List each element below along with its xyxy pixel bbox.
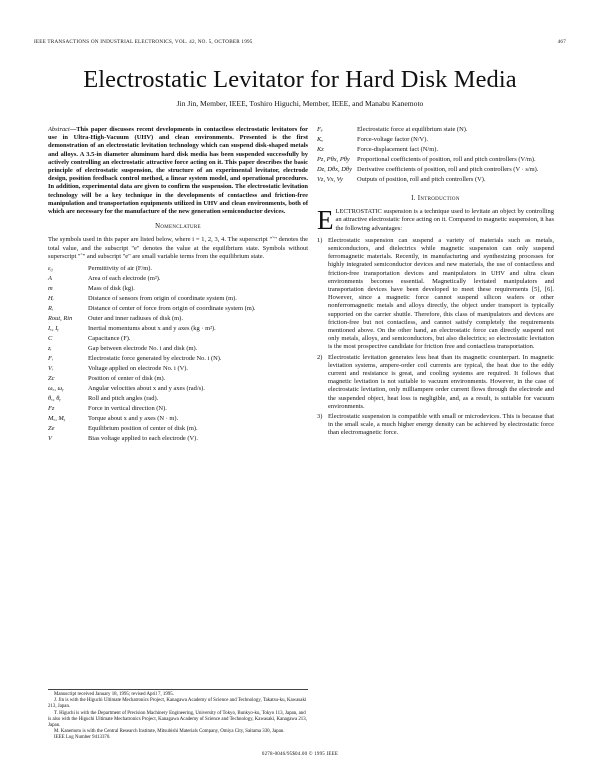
running-head	[34, 39, 566, 45]
nomenclature-definition: Inertial momentums about x and y axes (kg · m²).	[88, 324, 216, 332]
right-column	[317, 126, 554, 440]
nomenclature-symbol: A	[48, 275, 52, 283]
nomenclature-definition: Force in vertical direction (N).	[88, 404, 167, 412]
nomenclature-definition: Proportional coefficients of position, roll and pitch controllers (V/m).	[357, 155, 536, 163]
list-item-text: Electrostatic levitation generates less heat than its magnetic counterpart. In magnetic levitation systems, ampere-order coil currents are typical, the heat due to the eddy current and resistance is great, and cooling systems are required. It follows that magnetic levitation is not suitable to vacuum environments. However, in the case of electrostatic levitation, only milliampere order current flows through the electrode and the suspended object, heat loss is negligible, and, as a result, is suitable for vacuum environments.	[328, 353, 554, 410]
copyright-line: 0278-0046/95$04.00 © 1995 IEEE	[261, 752, 339, 757]
nomenclature-definition: Voltage applied on electrode No. i (V).	[88, 364, 188, 372]
nomenclature-row	[48, 435, 308, 445]
nomenclature-row	[48, 415, 308, 425]
nomenclature-definition: Capacitance (F).	[88, 334, 131, 342]
list-item	[317, 237, 554, 352]
nomenclature-symbol: Dz, Dθx, Dθy	[317, 165, 352, 173]
nomenclature-definition: Position of center of disk (m).	[88, 374, 166, 382]
nomenclature-symbol: Ze	[48, 424, 55, 432]
nomenclature-symbol: Kz	[317, 145, 324, 153]
nomenclature-definition: Area of each electrode (m²).	[88, 275, 161, 283]
footnote	[48, 689, 308, 742]
nomenclature-definition: Gap between electrode No. i and disk (m).	[88, 344, 198, 352]
nomenclature-definition: Electrostatic force generated by electrode No. i (N).	[88, 354, 222, 362]
nomenclature-row	[317, 166, 554, 176]
nomenclature-symbol: m	[48, 285, 53, 293]
nomenclature-row	[48, 315, 308, 325]
nomenclature-row	[48, 265, 308, 275]
nomenclature-symbol: Pz, Pθx, Pθy	[317, 155, 350, 163]
nomenclature-row	[317, 136, 554, 146]
journal-name: IEEE TRANSACTIONS ON INDUSTRIAL ELECTRONICS, VOL. 42, NO. 5, OCTOBER 1995	[34, 39, 253, 45]
nomenclature-table-right	[317, 126, 554, 186]
nomenclature-row	[48, 385, 308, 395]
nomenclature-definition: Equilibrium position of center of disk (m).	[88, 424, 198, 432]
page-number: 467	[557, 39, 566, 45]
abstract	[48, 126, 308, 216]
nomenclature-row	[317, 156, 554, 166]
nomenclature-symbol: Fᵢ	[48, 354, 53, 362]
nomenclature-symbol: Vz, Vx, Vy	[317, 175, 343, 183]
list-item-number: 1)	[317, 236, 323, 244]
introduction-paragraph	[317, 205, 554, 236]
footnote-line: J. Jin is with the Higuchi Ultimate Mechatronics Project, Kanagawa Academy of Science and Technology, Takatsu-ku, Kawasaki 213, Japan.	[48, 698, 307, 710]
nomenclature-row	[48, 405, 308, 415]
introduction-text: LECTROSTATIC suspension is a technique used to levitate an object by controlling an attractive electrostatic force acting on it. Compared to magnetic suspension, it has the following advantages:	[335, 208, 554, 232]
nomenclature-row	[48, 295, 308, 305]
footnote-line: M. Kanemoto is with the Central Research Institute, Mitsubishi Materials Company, Omiya City, Saitama 330, Japan.	[54, 729, 285, 735]
nomenclature-symbol: Kᵤ	[317, 135, 324, 143]
nomenclature-symbol: ωₓ, ωᵧ	[48, 384, 64, 392]
nomenclature-table-left	[48, 265, 308, 445]
nomenclature-symbol: θₓ, θᵧ	[48, 394, 61, 402]
nomenclature-definition: Derivative coefficients of position, roll and pitch controllers (V · s/m).	[357, 165, 539, 173]
list-item-number: 2)	[317, 353, 323, 361]
nomenclature-definition: Roll and pitch angles (rad).	[88, 394, 159, 402]
nomenclature-definition: Electrostatic force at equilibrium state (N).	[357, 126, 468, 133]
nomenclature-symbol: zᵢ	[48, 344, 52, 352]
list-item	[317, 354, 554, 411]
nomenclature-symbol: V	[48, 434, 52, 442]
advantages-list	[317, 237, 554, 438]
nomenclature-symbol: Iₓ, Iᵧ	[48, 324, 59, 332]
footnote-line: T. Higuchi is with the Department of Precision Machinery Engineering, University of Tokyo, Bunkyo-ku, Tokyo 113, Japan, and is also with the Higuchi Ultimate Mechatronics Project, Kanagawa Academy of Science and Technology, Kawasaki, Kanagawa 213, Japan.	[48, 710, 307, 729]
nomenclature-row	[48, 285, 308, 295]
nomenclature-symbol: Rᵢ	[48, 304, 53, 312]
nomenclature-symbol: Rout, Rin	[48, 314, 73, 322]
left-column	[48, 126, 308, 445]
abstract-text: —This paper discusses recent developments in contactless electrostatic levitators for use in Ultra-High-Vacuum (UHV) and clean environments. Presented is the first demonstration of an electrostatic levitation technology which can suspend disk-shaped metals and alloys. A 3.5-in diameter aluminum hard disk media has been suspended successfully by actively controlling an electrostatic attractive force acting on it. This paper describes the basic principle of electrostatic suspension, the structure of an experimental levitator, electrode design, position feedback control method, a linear system model, and operational procedures. In addition, experimental data are given to confirm the suspension. The electrostatic levitation technology will be a key technique in the developments of contactless and friction-free manipulation and transportation equipments utilized in UHV and clean environments, both of which are necessary for the manufacture of the new generation semiconductor devices.	[48, 126, 308, 216]
nomenclature-row	[48, 425, 308, 435]
list-item	[317, 413, 554, 438]
nomenclature-row	[48, 325, 308, 335]
abstract-lead: Abstract	[48, 126, 70, 133]
nomenclature-definition: Outputs of position, roll and pitch controllers (V).	[357, 175, 486, 183]
nomenclature-definition: Torque about x and y axes (N · m).	[88, 414, 179, 422]
nomenclature-row	[317, 146, 554, 156]
nomenclature-row	[317, 176, 554, 186]
nomenclature-symbol: Fₑ	[317, 126, 323, 133]
nomenclature-definition: Distance of sensors from origin of coordinate system (m).	[88, 295, 237, 302]
nomenclature-row	[48, 395, 308, 405]
nomenclature-definition: Force-displacement fact (N/m).	[357, 145, 438, 153]
nomenclature-symbol: ε₀	[48, 265, 53, 273]
list-item-text: Electrostatic suspension can suspend a variety of materials such as metals, semiconductors, and dielectrics while magnetic suspension can only suspend ferromagnetic materials. Recently, in manufacturing and synthesizing processes for highly integrated semiconductor devices and new materials, the use of contactless and friction-free transportation devices and manipulators in UHV and ultra clean environments becomes essential. Magnetically levitated manipulators and transportation devices have been developed to meet these requirements [5], [6]. However, since a magnetic force cannot suspend silicon wafers or other nonferromagnetic metals and alloys directly, the object under transport is typically supported on the carrier shuttle. Therefore, this class of manipulators and devices are friction-free but not contactless, and cannot satisfy completely the requirements mentioned above. On the other hand, an electrostatic force can directly suspend not only metals, alloys, and semiconductors, but also dielectrics; so electrostatic levitation is the most prospective candidate for friction free and contactless transportation.	[328, 236, 554, 351]
list-item-number: 3)	[317, 412, 323, 420]
nomenclature-symbol: Vᵢ	[48, 364, 53, 372]
nomenclature-definition: Force-voltage factor (N/V).	[357, 135, 428, 143]
nomenclature-row	[48, 345, 308, 355]
nomenclature-definition: Distance of center of force from origin of coordinate system (m).	[88, 304, 256, 312]
nomenclature-definition: Angular velocities about x and y axes (rad/s).	[88, 384, 205, 392]
nomenclature-symbol: Zc	[48, 374, 55, 382]
paper-title: Electrostatic Levitator for Hard Disk Media	[83, 66, 517, 93]
nomenclature-row	[48, 375, 308, 385]
drop-cap: E	[317, 205, 334, 236]
nomenclature-symbol: Mₓ, Mᵧ	[48, 414, 66, 422]
list-item-text: Electrostatic suspension is compatible with small or microdevices. This is because that in the small scale, a much higher energy density can be achieved by electrostatic force than electromagnetic force.	[328, 412, 554, 437]
nomenclature-heading: Nomenclature	[155, 223, 201, 231]
nomenclature-definition: Bias voltage applied to each electrode (V).	[88, 434, 198, 442]
nomenclature-symbol: Hᵢ	[48, 295, 54, 302]
nomenclature-row	[48, 335, 308, 345]
nomenclature-intro: The symbols used in this paper are listed below, where i = 1, 2, 3, 4. The superscript "˜" denotes the total value, and the subscript "e" denotes the value at the equilibrium state. Symbols without superscript "˜" and subscript "e" are small variable terms from the equilibrium state.	[48, 236, 308, 260]
footnote-line: IEEE Log Number 9413370.	[54, 735, 111, 741]
nomenclature-row	[48, 305, 308, 315]
nomenclature-definition: Mass of disk (kg).	[88, 285, 135, 293]
nomenclature-row	[317, 126, 554, 136]
author-line: Jin Jin, Member, IEEE, Toshiro Higuchi, Member, IEEE, and Manabu Kanemoto	[176, 99, 424, 108]
nomenclature-row	[48, 275, 308, 285]
nomenclature-definition: Outer and inner radiuses of disk (m).	[88, 314, 183, 322]
footnote-line: Manuscript received January 18, 1995; revised April 7, 1995.	[54, 692, 174, 697]
nomenclature-symbol: C	[48, 334, 53, 342]
nomenclature-symbol: Fz	[48, 404, 55, 412]
nomenclature-row	[48, 355, 308, 365]
introduction-heading: I. Introduction	[411, 194, 460, 202]
nomenclature-definition: Permittivity of air (F/m).	[88, 265, 153, 273]
nomenclature-row	[48, 365, 308, 375]
